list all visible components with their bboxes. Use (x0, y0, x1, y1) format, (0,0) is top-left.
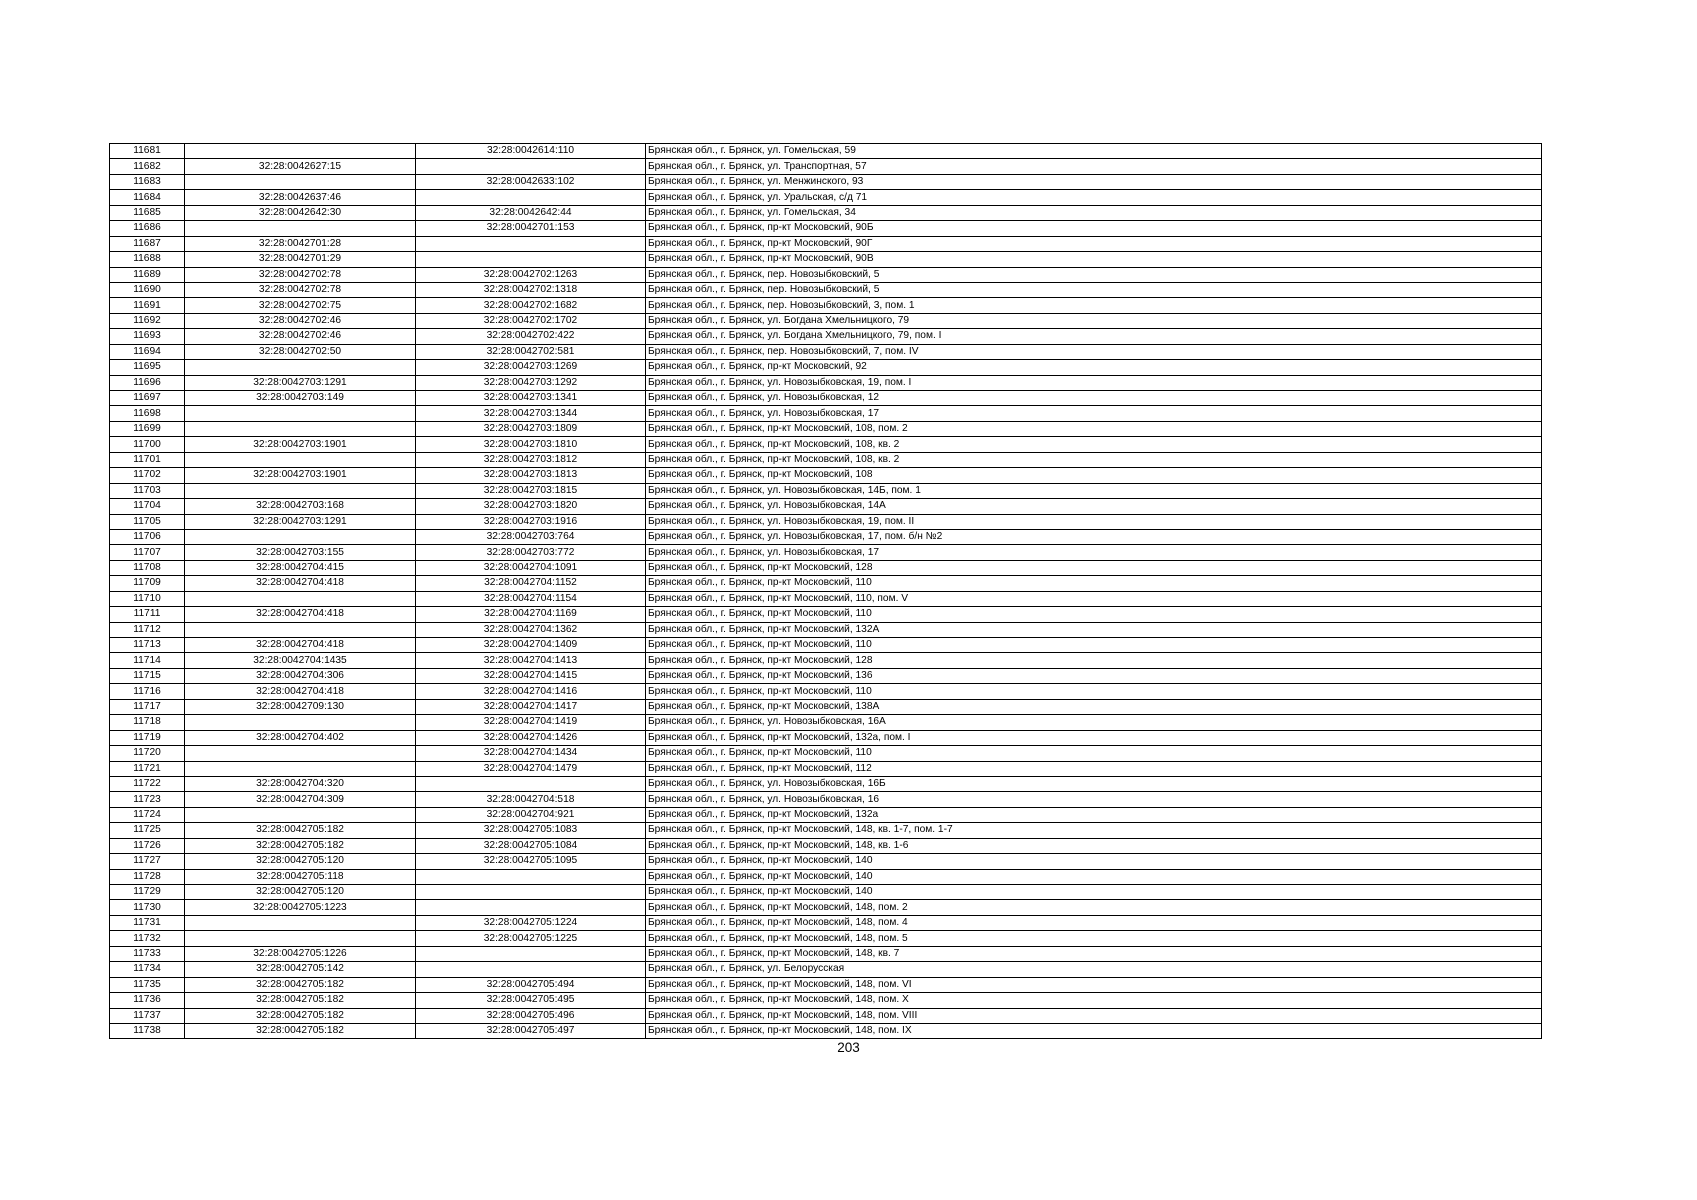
object-cadastral-number-cell: 32:28:0042704:1415 (416, 668, 646, 683)
cadastral-number-cell (185, 715, 416, 730)
address-cell: Брянская обл., г. Брянск, пр-кт Московский, 148, пом. 2 (646, 900, 1542, 915)
object-cadastral-number-cell: 32:28:0042614:110 (416, 144, 646, 159)
table-row (110, 159, 1542, 174)
address-cell: Брянская обл., г. Брянск, пр-кт Московский, 108, пом. 2 (646, 421, 1542, 436)
table-row (110, 252, 1542, 267)
object-cadastral-number-cell (416, 159, 646, 174)
address-cell: Брянская обл., г. Брянск, пр-кт Московский, 148, пом. VI (646, 977, 1542, 992)
address-cell: Брянская обл., г. Брянск, пр-кт Московский, 148, пом. IX (646, 1023, 1542, 1038)
cadastral-number-cell (185, 807, 416, 822)
address-cell: Брянская обл., г. Брянск, пр-кт Московский, 148, пом. VIII (646, 1008, 1542, 1023)
row-number-cell: 11700 (110, 437, 185, 452)
table-row (110, 622, 1542, 637)
row-number-cell: 11705 (110, 514, 185, 529)
address-cell: Брянская обл., г. Брянск, пр-кт Московский, 90Б (646, 221, 1542, 236)
cadastral-number-cell: 32:28:0042705:182 (185, 993, 416, 1008)
table-row (110, 653, 1542, 668)
object-cadastral-number-cell: 32:28:0042704:1091 (416, 560, 646, 575)
table-row (110, 236, 1542, 251)
table-row (110, 282, 1542, 297)
table-row (110, 869, 1542, 884)
table-row (110, 576, 1542, 591)
data-table (109, 143, 1542, 1039)
address-cell: Брянская обл., г. Брянск, пр-кт Московский, 148, пом. 5 (646, 931, 1542, 946)
cadastral-number-cell: 32:28:0042705:182 (185, 1008, 416, 1023)
row-number-cell: 11731 (110, 915, 185, 930)
address-cell: Брянская обл., г. Брянск, ул. Новозыбковская, 16 (646, 792, 1542, 807)
object-cadastral-number-cell: 32:28:0042704:1362 (416, 622, 646, 637)
address-cell: Брянская обл., г. Брянск, ул. Новозыбковская, 19, пом. I (646, 375, 1542, 390)
object-cadastral-number-cell: 32:28:0042701:153 (416, 221, 646, 236)
table-row (110, 344, 1542, 359)
row-number-cell: 11683 (110, 174, 185, 189)
cadastral-number-cell: 32:28:0042703:168 (185, 499, 416, 514)
address-cell: Брянская обл., г. Брянск, пр-кт Московский, 132а (646, 807, 1542, 822)
address-cell: Брянская обл., г. Брянск, пр-кт Московский, 112 (646, 761, 1542, 776)
address-cell: Брянская обл., г. Брянск, ул. Новозыбковская, 17 (646, 406, 1542, 421)
object-cadastral-number-cell: 32:28:0042633:102 (416, 174, 646, 189)
object-cadastral-number-cell: 32:28:0042705:1084 (416, 838, 646, 853)
table-body (110, 144, 1542, 1039)
table-row (110, 684, 1542, 699)
table-row (110, 267, 1542, 282)
row-number-cell: 11688 (110, 252, 185, 267)
row-number-cell: 11685 (110, 205, 185, 220)
address-cell: Брянская обл., г. Брянск, пр-кт Московский, 128 (646, 560, 1542, 575)
table-row (110, 375, 1542, 390)
cadastral-number-cell: 32:28:0042642:30 (185, 205, 416, 220)
table-row (110, 360, 1542, 375)
cadastral-number-cell: 32:28:0042705:142 (185, 962, 416, 977)
object-cadastral-number-cell: 32:28:0042705:1224 (416, 915, 646, 930)
cadastral-number-cell: 32:28:0042704:415 (185, 560, 416, 575)
table-row (110, 468, 1542, 483)
table-row (110, 900, 1542, 915)
address-cell: Брянская обл., г. Брянск, пер. Новозыбковский, 7, пом. IV (646, 344, 1542, 359)
object-cadastral-number-cell: 32:28:0042704:1419 (416, 715, 646, 730)
address-cell: Брянская обл., г. Брянск, пр-кт Московский, 128 (646, 653, 1542, 668)
address-cell: Брянская обл., г. Брянск, пер. Новозыбковский, 3, пом. 1 (646, 298, 1542, 313)
cadastral-number-cell: 32:28:0042704:418 (185, 638, 416, 653)
cadastral-number-cell: 32:28:0042704:418 (185, 576, 416, 591)
table-row (110, 761, 1542, 776)
object-cadastral-number-cell (416, 869, 646, 884)
cadastral-number-cell (185, 144, 416, 159)
cadastral-number-cell (185, 915, 416, 930)
table-row (110, 313, 1542, 328)
object-cadastral-number-cell: 32:28:0042703:1813 (416, 468, 646, 483)
address-cell: Брянская обл., г. Брянск, пр-кт Московский, 132А (646, 622, 1542, 637)
object-cadastral-number-cell: 32:28:0042704:1417 (416, 699, 646, 714)
address-cell: Брянская обл., г. Брянск, ул. Гомельская, 59 (646, 144, 1542, 159)
row-number-cell: 11723 (110, 792, 185, 807)
table-row (110, 823, 1542, 838)
table-row (110, 174, 1542, 189)
address-cell: Брянская обл., г. Брянск, пр-кт Московский, 110 (646, 576, 1542, 591)
object-cadastral-number-cell: 32:28:0042702:1702 (416, 313, 646, 328)
object-cadastral-number-cell: 32:28:0042705:495 (416, 993, 646, 1008)
object-cadastral-number-cell (416, 962, 646, 977)
address-cell: Брянская обл., г. Брянск, пр-кт Московский, 110 (646, 746, 1542, 761)
address-cell: Брянская обл., г. Брянск, пр-кт Московский, 136 (646, 668, 1542, 683)
object-cadastral-number-cell: 32:28:0042703:1341 (416, 391, 646, 406)
cadastral-number-cell (185, 174, 416, 189)
table-row (110, 190, 1542, 205)
address-cell: Брянская обл., г. Брянск, ул. Новозыбковская, 17, пом. б/н №2 (646, 529, 1542, 544)
row-number-cell: 11704 (110, 499, 185, 514)
cadastral-number-cell: 32:28:0042705:120 (185, 885, 416, 900)
address-cell: Брянская обл., г. Брянск, ул. Новозыбковская, 14Б, пом. 1 (646, 483, 1542, 498)
table-row (110, 699, 1542, 714)
row-number-cell: 11715 (110, 668, 185, 683)
table-row (110, 591, 1542, 606)
cadastral-number-cell: 32:28:0042704:402 (185, 730, 416, 745)
cadastral-number-cell: 32:28:0042705:182 (185, 838, 416, 853)
object-cadastral-number-cell: 32:28:0042705:1095 (416, 854, 646, 869)
object-cadastral-number-cell: 32:28:0042703:1269 (416, 360, 646, 375)
address-cell: Брянская обл., г. Брянск, пр-кт Московский, 148, кв. 1-7, пом. 1-7 (646, 823, 1542, 838)
table-row (110, 993, 1542, 1008)
cadastral-number-cell (185, 529, 416, 544)
cadastral-number-cell: 32:28:0042702:46 (185, 313, 416, 328)
cadastral-number-cell: 32:28:0042705:1223 (185, 900, 416, 915)
object-cadastral-number-cell (416, 190, 646, 205)
row-number-cell: 11689 (110, 267, 185, 282)
row-number-cell: 11708 (110, 560, 185, 575)
cadastral-number-cell: 32:28:0042704:418 (185, 607, 416, 622)
object-cadastral-number-cell: 32:28:0042704:1416 (416, 684, 646, 699)
object-cadastral-number-cell (416, 900, 646, 915)
address-cell: Брянская обл., г. Брянск, пр-кт Московский, 148, кв. 1-6 (646, 838, 1542, 853)
object-cadastral-number-cell: 32:28:0042703:1916 (416, 514, 646, 529)
cadastral-number-cell: 32:28:0042703:155 (185, 545, 416, 560)
address-cell: Брянская обл., г. Брянск, пр-кт Московский, 148, пом. X (646, 993, 1542, 1008)
address-cell: Брянская обл., г. Брянск, пр-кт Московский, 110 (646, 607, 1542, 622)
address-cell: Брянская обл., г. Брянск, пр-кт Московский, 108, кв. 2 (646, 452, 1542, 467)
address-cell: Брянская обл., г. Брянск, пр-кт Московский, 140 (646, 854, 1542, 869)
cadastral-number-cell (185, 452, 416, 467)
cadastral-number-cell: 32:28:0042703:149 (185, 391, 416, 406)
cadastral-number-cell (185, 591, 416, 606)
cadastral-number-cell: 32:28:0042637:46 (185, 190, 416, 205)
object-cadastral-number-cell: 32:28:0042703:1809 (416, 421, 646, 436)
address-cell: Брянская обл., г. Брянск, пр-кт Московский, 140 (646, 869, 1542, 884)
cadastral-number-cell: 32:28:0042705:118 (185, 869, 416, 884)
address-cell: Брянская обл., г. Брянск, пр-кт Московский, 140 (646, 885, 1542, 900)
cadastral-number-cell (185, 483, 416, 498)
object-cadastral-number-cell: 32:28:0042703:764 (416, 529, 646, 544)
table-row (110, 499, 1542, 514)
table-row (110, 144, 1542, 159)
address-cell: Брянская обл., г. Брянск, пр-кт Московский, 90В (646, 252, 1542, 267)
row-number-cell: 11714 (110, 653, 185, 668)
cadastral-number-cell: 32:28:0042703:1291 (185, 375, 416, 390)
object-cadastral-number-cell: 32:28:0042705:494 (416, 977, 646, 992)
address-cell: Брянская обл., г. Брянск, пр-кт Московский, 110 (646, 684, 1542, 699)
object-cadastral-number-cell: 32:28:0042704:921 (416, 807, 646, 822)
table-row (110, 977, 1542, 992)
cadastral-number-cell: 32:28:0042704:309 (185, 792, 416, 807)
address-cell: Брянская обл., г. Брянск, ул. Транспортная, 57 (646, 159, 1542, 174)
table-row (110, 560, 1542, 575)
object-cadastral-number-cell: 32:28:0042704:1409 (416, 638, 646, 653)
row-number-cell: 11711 (110, 607, 185, 622)
cadastral-number-cell: 32:28:0042703:1901 (185, 437, 416, 452)
object-cadastral-number-cell (416, 776, 646, 791)
row-number-cell: 11698 (110, 406, 185, 421)
row-number-cell: 11728 (110, 869, 185, 884)
object-cadastral-number-cell: 32:28:0042705:1225 (416, 931, 646, 946)
table-row (110, 915, 1542, 930)
row-number-cell: 11733 (110, 946, 185, 961)
address-cell: Брянская обл., г. Брянск, ул. Богдана Хмельницкого, 79, пом. I (646, 329, 1542, 344)
row-number-cell: 11724 (110, 807, 185, 822)
table-row (110, 668, 1542, 683)
table-row (110, 807, 1542, 822)
table-row (110, 838, 1542, 853)
object-cadastral-number-cell: 32:28:0042702:1318 (416, 282, 646, 297)
row-number-cell: 11710 (110, 591, 185, 606)
row-number-cell: 11738 (110, 1023, 185, 1038)
address-cell: Брянская обл., г. Брянск, пр-кт Московский, 148, пом. 4 (646, 915, 1542, 930)
row-number-cell: 11729 (110, 885, 185, 900)
cadastral-number-cell: 32:28:0042701:29 (185, 252, 416, 267)
object-cadastral-number-cell: 32:28:0042705:497 (416, 1023, 646, 1038)
table-row (110, 483, 1542, 498)
object-cadastral-number-cell: 32:28:0042704:1154 (416, 591, 646, 606)
cadastral-number-cell: 32:28:0042709:130 (185, 699, 416, 714)
address-cell: Брянская обл., г. Брянск, ул. Новозыбковская, 19, пом. II (646, 514, 1542, 529)
cadastral-number-cell (185, 931, 416, 946)
address-cell: Брянская обл., г. Брянск, пр-кт Московский, 108 (646, 468, 1542, 483)
cadastral-number-cell: 32:28:0042705:182 (185, 977, 416, 992)
table-row (110, 962, 1542, 977)
object-cadastral-number-cell: 32:28:0042704:1479 (416, 761, 646, 776)
cadastral-number-cell (185, 622, 416, 637)
object-cadastral-number-cell: 32:28:0042703:1810 (416, 437, 646, 452)
table-row (110, 730, 1542, 745)
row-number-cell: 11730 (110, 900, 185, 915)
row-number-cell: 11706 (110, 529, 185, 544)
row-number-cell: 11707 (110, 545, 185, 560)
cadastral-number-cell: 32:28:0042704:320 (185, 776, 416, 791)
row-number-cell: 11722 (110, 776, 185, 791)
row-number-cell: 11691 (110, 298, 185, 313)
table-row (110, 452, 1542, 467)
object-cadastral-number-cell: 32:28:0042703:1344 (416, 406, 646, 421)
table-row (110, 545, 1542, 560)
cadastral-number-cell: 32:28:0042705:1226 (185, 946, 416, 961)
table-row (110, 854, 1542, 869)
row-number-cell: 11684 (110, 190, 185, 205)
row-number-cell: 11692 (110, 313, 185, 328)
object-cadastral-number-cell: 32:28:0042703:1820 (416, 499, 646, 514)
object-cadastral-number-cell (416, 252, 646, 267)
cadastral-number-cell: 32:28:0042705:182 (185, 1023, 416, 1038)
object-cadastral-number-cell: 32:28:0042642:44 (416, 205, 646, 220)
table-row (110, 885, 1542, 900)
row-number-cell: 11697 (110, 391, 185, 406)
row-number-cell: 11701 (110, 452, 185, 467)
address-cell: Брянская обл., г. Брянск, ул. Уральская, с/д 71 (646, 190, 1542, 205)
table-row (110, 746, 1542, 761)
cadastral-number-cell: 32:28:0042703:1901 (185, 468, 416, 483)
object-cadastral-number-cell: 32:28:0042702:581 (416, 344, 646, 359)
row-number-cell: 11694 (110, 344, 185, 359)
row-number-cell: 11696 (110, 375, 185, 390)
cadastral-number-cell (185, 421, 416, 436)
table-row (110, 514, 1542, 529)
address-cell: Брянская обл., г. Брянск, ул. Гомельская, 34 (646, 205, 1542, 220)
row-number-cell: 11702 (110, 468, 185, 483)
table-row (110, 1023, 1542, 1038)
address-cell: Брянская обл., г. Брянск, ул. Новозыбковская, 16Б (646, 776, 1542, 791)
row-number-cell: 11695 (110, 360, 185, 375)
object-cadastral-number-cell: 32:28:0042703:1812 (416, 452, 646, 467)
object-cadastral-number-cell: 32:28:0042705:1083 (416, 823, 646, 838)
row-number-cell: 11703 (110, 483, 185, 498)
cadastral-number-cell: 32:28:0042705:182 (185, 823, 416, 838)
row-number-cell: 11687 (110, 236, 185, 251)
address-cell: Брянская обл., г. Брянск, пр-кт Московский, 132а, пом. I (646, 730, 1542, 745)
row-number-cell: 11681 (110, 144, 185, 159)
table-row (110, 529, 1542, 544)
object-cadastral-number-cell: 32:28:0042702:1263 (416, 267, 646, 282)
object-cadastral-number-cell (416, 946, 646, 961)
row-number-cell: 11682 (110, 159, 185, 174)
row-number-cell: 11717 (110, 699, 185, 714)
cadastral-number-cell: 32:28:0042702:46 (185, 329, 416, 344)
row-number-cell: 11713 (110, 638, 185, 653)
row-number-cell: 11735 (110, 977, 185, 992)
address-cell: Брянская обл., г. Брянск, пр-кт Московский, 110, пом. V (646, 591, 1542, 606)
row-number-cell: 11686 (110, 221, 185, 236)
table-row (110, 406, 1542, 421)
address-cell: Брянская обл., г. Брянск, ул. Богдана Хмельницкого, 79 (646, 313, 1542, 328)
row-number-cell: 11709 (110, 576, 185, 591)
address-cell: Брянская обл., г. Брянск, пр-кт Московский, 92 (646, 360, 1542, 375)
address-cell: Брянская обл., г. Брянск, ул. Менжинского, 93 (646, 174, 1542, 189)
cadastral-number-cell (185, 406, 416, 421)
row-number-cell: 11732 (110, 931, 185, 946)
object-cadastral-number-cell: 32:28:0042703:1292 (416, 375, 646, 390)
cadastral-number-cell: 32:28:0042702:78 (185, 282, 416, 297)
object-cadastral-number-cell: 32:28:0042704:1426 (416, 730, 646, 745)
row-number-cell: 11720 (110, 746, 185, 761)
row-number-cell: 11716 (110, 684, 185, 699)
table-row (110, 776, 1542, 791)
address-cell: Брянская обл., г. Брянск, пр-кт Московский, 148, кв. 7 (646, 946, 1542, 961)
table-row (110, 329, 1542, 344)
object-cadastral-number-cell: 32:28:0042704:1434 (416, 746, 646, 761)
object-cadastral-number-cell: 32:28:0042703:1815 (416, 483, 646, 498)
table-row (110, 298, 1542, 313)
cadastral-number-cell: 32:28:0042705:120 (185, 854, 416, 869)
address-cell: Брянская обл., г. Брянск, ул. Белорусская (646, 962, 1542, 977)
table-row (110, 946, 1542, 961)
row-number-cell: 11727 (110, 854, 185, 869)
table-row (110, 205, 1542, 220)
cadastral-number-cell: 32:28:0042701:28 (185, 236, 416, 251)
row-number-cell: 11737 (110, 1008, 185, 1023)
cadastral-number-cell (185, 761, 416, 776)
cadastral-number-cell: 32:28:0042703:1291 (185, 514, 416, 529)
page-number: 203 (837, 1040, 860, 1055)
table-row (110, 437, 1542, 452)
object-cadastral-number-cell: 32:28:0042703:772 (416, 545, 646, 560)
object-cadastral-number-cell: 32:28:0042704:1169 (416, 607, 646, 622)
row-number-cell: 11718 (110, 715, 185, 730)
row-number-cell: 11726 (110, 838, 185, 853)
address-cell: Брянская обл., г. Брянск, пер. Новозыбковский, 5 (646, 267, 1542, 282)
cadastral-number-cell (185, 360, 416, 375)
table-row (110, 1008, 1542, 1023)
cadastral-number-cell (185, 221, 416, 236)
row-number-cell: 11734 (110, 962, 185, 977)
cadastral-number-cell: 32:28:0042702:50 (185, 344, 416, 359)
table-row (110, 607, 1542, 622)
table-row (110, 391, 1542, 406)
row-number-cell: 11725 (110, 823, 185, 838)
object-cadastral-number-cell: 32:28:0042702:422 (416, 329, 646, 344)
table-row (110, 931, 1542, 946)
object-cadastral-number-cell: 32:28:0042704:1413 (416, 653, 646, 668)
object-cadastral-number-cell (416, 236, 646, 251)
table-row (110, 221, 1542, 236)
row-number-cell: 11719 (110, 730, 185, 745)
address-cell: Брянская обл., г. Брянск, ул. Новозыбковская, 12 (646, 391, 1542, 406)
address-cell: Брянская обл., г. Брянск, пер. Новозыбковский, 5 (646, 282, 1542, 297)
address-cell: Брянская обл., г. Брянск, ул. Новозыбковская, 16А (646, 715, 1542, 730)
address-cell: Брянская обл., г. Брянск, пр-кт Московский, 90Г (646, 236, 1542, 251)
cadastral-number-cell: 32:28:0042704:418 (185, 684, 416, 699)
address-cell: Брянская обл., г. Брянск, пр-кт Московский, 110 (646, 638, 1542, 653)
address-cell: Брянская обл., г. Брянск, ул. Новозыбковская, 14А (646, 499, 1542, 514)
table-row (110, 792, 1542, 807)
cadastral-number-cell: 32:28:0042702:75 (185, 298, 416, 313)
row-number-cell: 11712 (110, 622, 185, 637)
cadastral-number-cell: 32:28:0042704:306 (185, 668, 416, 683)
object-cadastral-number-cell: 32:28:0042705:496 (416, 1008, 646, 1023)
cadastral-number-cell: 32:28:0042627:15 (185, 159, 416, 174)
object-cadastral-number-cell: 32:28:0042702:1682 (416, 298, 646, 313)
row-number-cell: 11693 (110, 329, 185, 344)
cadastral-number-cell (185, 746, 416, 761)
table-row (110, 715, 1542, 730)
row-number-cell: 11721 (110, 761, 185, 776)
table-row (110, 638, 1542, 653)
address-cell: Брянская обл., г. Брянск, ул. Новозыбковская, 17 (646, 545, 1542, 560)
cadastral-number-cell: 32:28:0042704:1435 (185, 653, 416, 668)
row-number-cell: 11736 (110, 993, 185, 1008)
address-cell: Брянская обл., г. Брянск, пр-кт Московский, 138А (646, 699, 1542, 714)
table-row (110, 421, 1542, 436)
cadastral-number-cell: 32:28:0042702:78 (185, 267, 416, 282)
object-cadastral-number-cell (416, 885, 646, 900)
object-cadastral-number-cell: 32:28:0042704:518 (416, 792, 646, 807)
row-number-cell: 11699 (110, 421, 185, 436)
object-cadastral-number-cell: 32:28:0042704:1152 (416, 576, 646, 591)
row-number-cell: 11690 (110, 282, 185, 297)
address-cell: Брянская обл., г. Брянск, пр-кт Московский, 108, кв. 2 (646, 437, 1542, 452)
